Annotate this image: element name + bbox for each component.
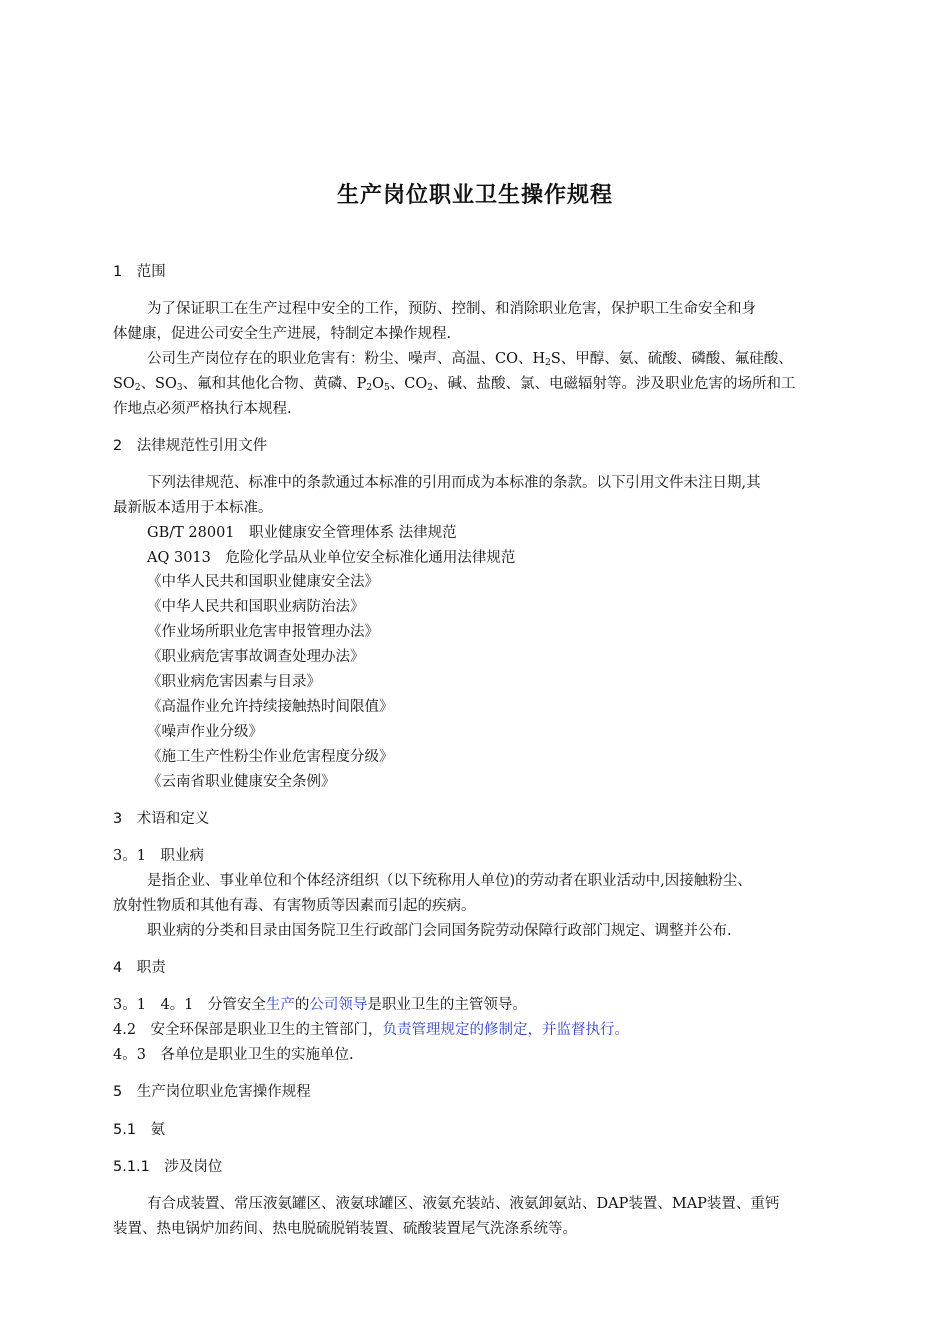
paragraph-line: 作地点必须严格执行本规程. (113, 401, 292, 417)
duty-line (113, 995, 527, 1015)
paragraph-line: 放射性物质和其他有毒、有害物质等因素而引起的疾病。 (113, 898, 476, 914)
paragraph-line: 装置、热电锅炉加药间、热电脱硫脱销装置、硫酸装置尾气洗涤系统等。 (113, 1221, 577, 1237)
section-5-heading: 5 生产岗位职业危害操作规程 (113, 1084, 311, 1100)
text-run: 是职业卫生的主管领导。 (367, 997, 527, 1013)
paragraph-line: 体健康，促进公司安全生产进展，特制定本操作规程. (113, 326, 452, 342)
subscript: 2 (545, 358, 551, 368)
paragraph-line (113, 374, 795, 394)
text-run: O (372, 376, 385, 392)
text-run: 、氟和其他化合物、黄磷、P (182, 376, 367, 392)
text-run: 、CO (389, 376, 428, 392)
highlighted-text: 生产 (265, 997, 295, 1013)
subscript: 2 (427, 383, 433, 393)
paragraph-line: 有合成装置、常压液氨罐区、液氨球罐区、液氨充装站、液氨卸氨站、DAP装置、MAP装置、重钙 (147, 1196, 780, 1212)
paragraph-line: 下列法律规范、标准中的条款通过本标准的引用而成为本标准的条款。以下引用文件未注日期,其 (147, 475, 761, 491)
reference-item: 《作业场所职业危害申报管理办法》 (147, 624, 379, 640)
text-run: 3。1 4。1 分管安全 (113, 997, 266, 1013)
paragraph-line: 是指企业、事业单位和个体经济组织（以下统称用人单位)的劳动者在职业活动中,因接触粉尘、 (147, 873, 752, 889)
reference-item: 《云南省职业健康安全条例》 (147, 774, 336, 790)
text-run: SO (113, 376, 135, 392)
duty-line: 4。3 各单位是职业卫生的实施单位. (113, 1047, 354, 1063)
reference-item: AQ 3013 危险化学品从业单位安全标准化通用法律规范 (147, 550, 516, 566)
section-4-heading: 4 职责 (113, 960, 166, 976)
section-1-heading: 1 范围 (113, 264, 166, 280)
subscript: 2 (366, 383, 373, 393)
section-2-heading: 2 法律规范性引用文件 (113, 438, 268, 454)
reference-item: 《职业病危害因素与目录》 (147, 674, 321, 690)
document-title: 生产岗位职业卫生操作规程 (336, 183, 613, 208)
reference-item: 《高温作业允许持续接触热时间限值》 (147, 699, 394, 715)
subsection-heading: 5.1 氨 (113, 1122, 166, 1138)
reference-item: 《中华人民共和国职业病防治法》 (147, 599, 365, 615)
reference-item: 《职业病危害事故调查处理办法》 (147, 649, 365, 665)
duty-line (113, 1020, 629, 1040)
paragraph-line (147, 349, 793, 369)
text-run: 、SO (140, 376, 177, 392)
subscript: 2 (134, 383, 141, 393)
paragraph-line: 最新版本适用于本标准。 (113, 500, 273, 516)
text-run: 公司生产岗位存在的职业危害有：粉尘、噪声、高温、CO、H (147, 351, 546, 367)
reference-item: 《施工生产性粉尘作业危害程度分级》 (147, 749, 394, 765)
text-run: 4.2 安全环保部是职业卫生的主管部门， (113, 1022, 383, 1038)
section-3-heading: 3 术语和定义 (113, 811, 210, 827)
paragraph-line: 为了保证职工在生产过程中安全的工作，预防、控制、和消除职业危害，保护职工生命安全和身 (147, 301, 756, 317)
reference-item: GB/T 28001 职业健康安全管理体系 法律规范 (147, 525, 457, 541)
subscript: 5 (384, 383, 390, 393)
reference-item: 《中华人民共和国职业健康安全法》 (147, 574, 379, 590)
paragraph-line: 职业病的分类和目录由国务院卫生行政部门会同国务院劳动保障行政部门规定、调整并公布. (147, 923, 732, 939)
subsection-heading: 3。1 职业病 (113, 848, 204, 864)
highlighted-text: 公司领导 (309, 997, 368, 1013)
text-run: 的 (294, 997, 310, 1013)
subsection-heading: 5.1.1 涉及岗位 (113, 1159, 223, 1175)
reference-item: 《噪声作业分级》 (147, 724, 263, 740)
text-run: 、碱、盐酸、氯、电磁辐射等。涉及职业危害的场所和工 (432, 376, 796, 392)
text-run: S、甲醇、氨、硫酸、磷酸、氟硅酸、 (550, 351, 793, 367)
highlighted-text: 负责管理规定的修制定，并监督执行。 (382, 1022, 630, 1038)
subscript: 3 (176, 383, 183, 393)
